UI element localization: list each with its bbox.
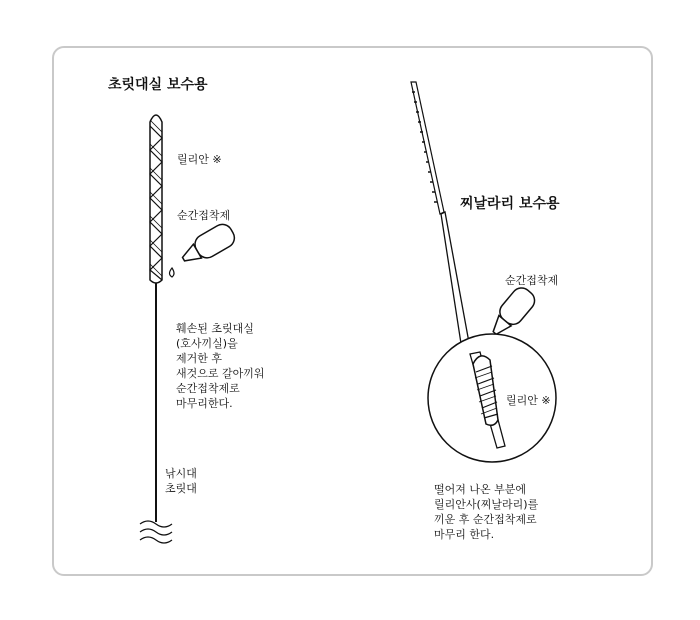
right-rod-shaft xyxy=(441,212,470,350)
left-rod-label xyxy=(165,466,197,496)
left-title: 초릿대실 보수용 xyxy=(108,77,208,93)
right-instruction-line: 떨어져 나온 부분에 xyxy=(434,483,527,496)
left-instruction-line: 새것으로 갈아끼워 xyxy=(176,367,265,380)
right-instruction-line: 릴리안사(찌날라리)를 xyxy=(434,498,539,511)
left-instruction-line: 마무리한다. xyxy=(176,397,233,410)
left-thread-label: 릴리안 ※ xyxy=(177,153,222,166)
left-instruction-line: 제거한 후 xyxy=(176,352,223,365)
left-instruction-line: 순간접착제로 xyxy=(176,382,240,395)
left-instruction-line: (호사끼실)을 xyxy=(176,337,238,350)
right-rod-illustration xyxy=(411,82,470,350)
right-title: 찌날라리 보수용 xyxy=(460,196,560,212)
right-glue-bottle-icon xyxy=(486,284,539,341)
rod-label-line: 초릿대 xyxy=(165,482,197,495)
rod-label-line: 낚시대 xyxy=(165,467,197,480)
right-instruction-line: 끼운 후 순간접착제로 xyxy=(434,513,537,526)
right-glue-label: 순간접착제 xyxy=(505,274,559,287)
right-instructions xyxy=(434,482,538,542)
left-instructions xyxy=(176,321,265,411)
right-thread-label: 릴리안 ※ xyxy=(506,394,551,407)
left-glue-bottle-icon xyxy=(178,221,238,270)
break-mark-icon xyxy=(140,521,172,543)
left-glue-drop-icon xyxy=(170,268,175,277)
right-instruction-line: 마무리 한다. xyxy=(434,528,495,541)
left-instruction-line: 훼손된 초릿대실 xyxy=(176,322,254,335)
left-glue-label: 순간접착제 xyxy=(177,209,231,222)
